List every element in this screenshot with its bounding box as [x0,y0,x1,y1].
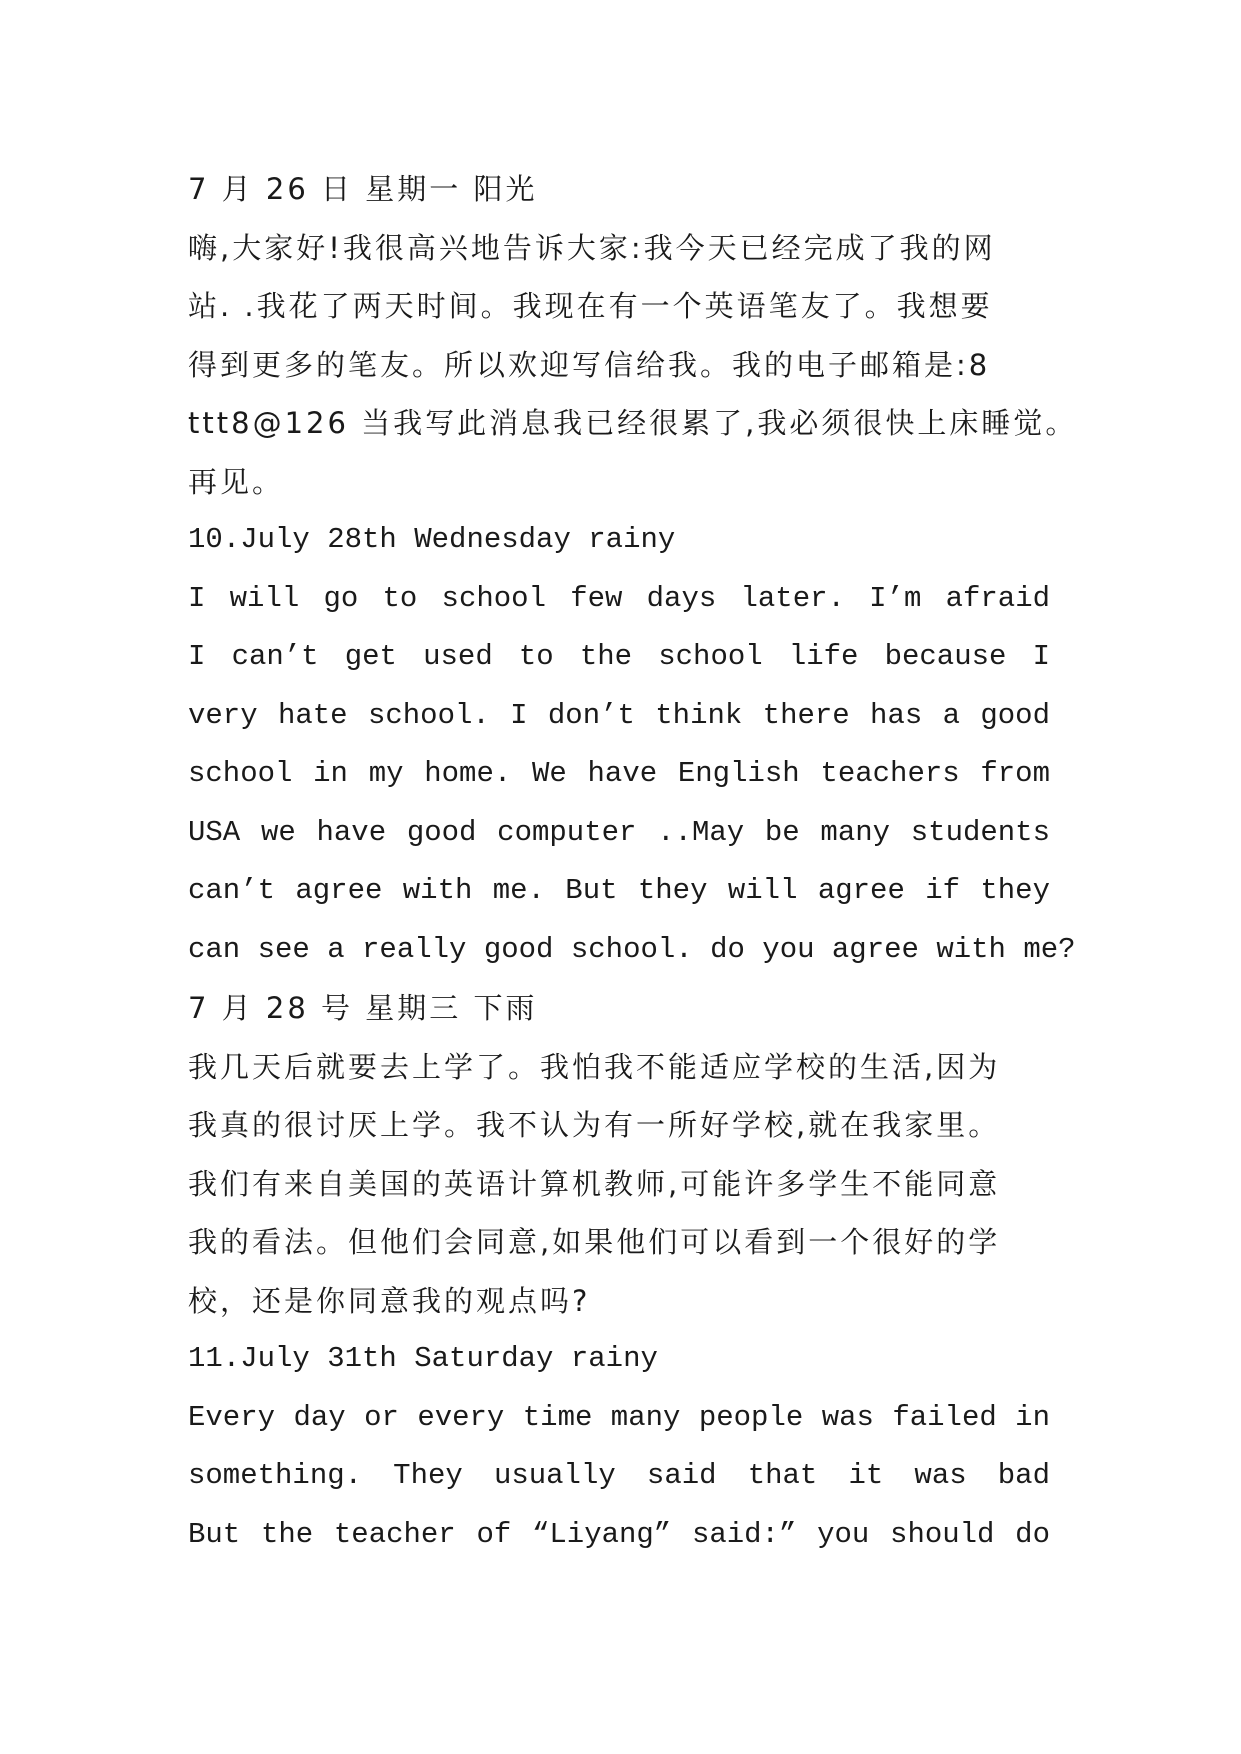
paragraph-line: something. They usually said that it was bad [188,1459,1050,1492]
paragraph-line: 嗨,大家好!我很高兴地告诉大家:我今天已经完成了我的网 [188,230,996,265]
paragraph-line: I will go to school few days later. I’m afraid [188,581,1050,615]
paragraph-line: 我们有来自美国的英语计算机教师,可能许多学生不能同意 [188,1166,1001,1201]
document-body [188,160,1078,1564]
paragraph-line: school in my home. We have English teachers from [188,757,1050,790]
entry-heading: 11.July 31th Saturday rainy [188,1342,658,1375]
paragraph-line: 我的看法。但他们会同意,如果他们可以看到一个很好的学 [188,1225,1001,1259]
paragraph-line: 再见。 [188,464,285,499]
paragraph-line: ttt8@126 当我写此消息我已经很累了,我必须很快上床睡觉。 [188,406,1078,440]
paragraph-line: I can’t get used to the school life because I [188,640,1050,673]
paragraph-line: 我几天后就要去上学了。我怕我不能适应学校的生活,因为 [188,1049,1001,1084]
paragraph-line: can see a really good school. do you agree with me? [188,932,1076,966]
diary-date-line: 7 月 26 日 星期一 阳光 [188,172,538,206]
paragraph-line: USA we have good computer ..May be many students [188,815,1050,849]
diary-date-line: 7 月 28 号 星期三 下雨 [188,991,538,1025]
paragraph-line: very hate school. I don’t think there has a good [188,698,1050,732]
paragraph-line: But the teacher of “Liyang” said:” you should do [188,1517,1050,1551]
paragraph-line: Every day or every time many people was failed in [188,1400,1050,1434]
entry-heading: 10.July 28th Wednesday rainy [188,523,676,556]
paragraph-line: can’t agree with me. But they will agree if they [188,874,1050,907]
paragraph-line: 校，还是你同意我的观点吗? [188,1283,591,1318]
paragraph-line: 我真的很讨厌上学。我不认为有一所好学校,就在我家里。 [188,1108,1001,1142]
paragraph-line: 得到更多的笔友。所以欢迎写信给我。我的电子邮箱是:8 [188,347,991,382]
paragraph-line: 站. .我花了两天时间。我现在有一个英语笔友了。我想要 [188,289,993,323]
